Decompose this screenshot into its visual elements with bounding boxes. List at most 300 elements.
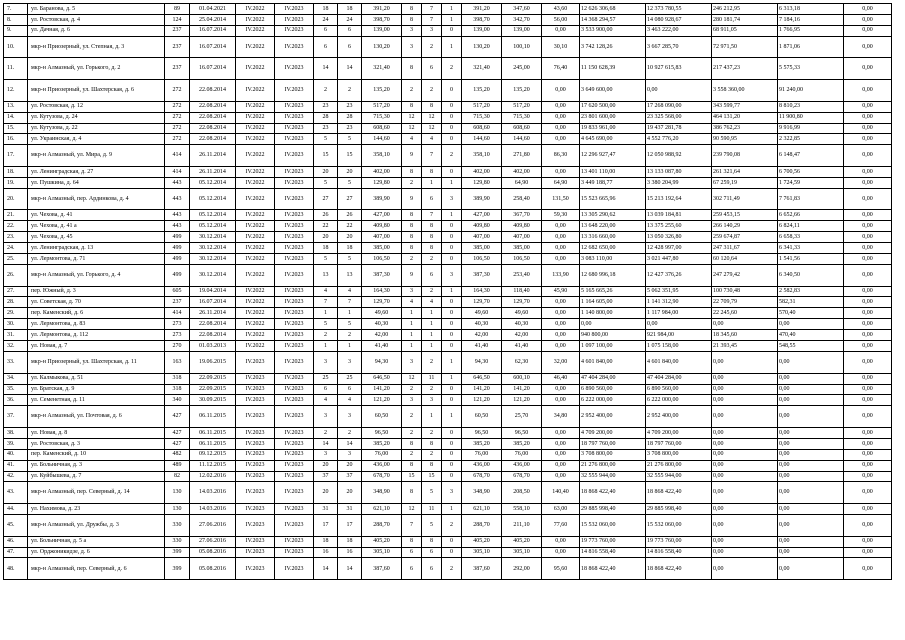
value-cell: 5 — [314, 319, 338, 330]
value-cell: 348,90 — [362, 482, 402, 504]
table-row — [4, 319, 892, 330]
value-cell: 20 — [314, 232, 338, 243]
value-cell: 15 — [422, 471, 442, 482]
value-cell: 582,31 — [778, 297, 844, 308]
value-cell: 96,50 — [462, 427, 502, 438]
value-cell: 26 — [314, 210, 338, 221]
value-cell: 49,60 — [362, 308, 402, 319]
value-cell: IV.2022 — [236, 14, 275, 25]
housing-program-table — [3, 3, 892, 580]
value-cell: 6 658,33 — [778, 232, 844, 243]
value-cell: 0,00 — [778, 536, 844, 547]
address-cell: ул. Дачная, д. 6 — [28, 25, 165, 36]
value-cell: 06.11.2015 — [190, 406, 236, 428]
address-cell: ул. Братская, д. 9 — [28, 384, 165, 395]
value-cell: 0,00 — [844, 112, 892, 123]
value-cell: 8 — [402, 210, 422, 221]
value-cell: 1 — [402, 308, 422, 319]
value-cell: 436,00 — [462, 460, 502, 471]
value-cell: 0,00 — [542, 536, 580, 547]
row-number-cell: 13. — [4, 101, 28, 112]
value-cell: 0,00 — [712, 395, 778, 406]
value-cell: 0 — [442, 308, 462, 319]
value-cell: 0,00 — [844, 221, 892, 232]
value-cell: 106,50 — [362, 254, 402, 265]
value-cell: 6 — [422, 558, 442, 580]
value-cell: 5 — [422, 482, 442, 504]
value-cell: 7 — [422, 145, 442, 167]
value-cell: 330 — [165, 536, 190, 547]
value-cell: 7 — [314, 297, 338, 308]
value-cell: 409,80 — [362, 221, 402, 232]
value-cell: 0,00 — [844, 406, 892, 428]
value-cell: IV.2022 — [236, 145, 275, 167]
value-cell: 16 — [314, 547, 338, 558]
value-cell: 0,00 — [712, 319, 778, 330]
value-cell: 3 — [422, 25, 442, 36]
value-cell: IV.2023 — [275, 504, 314, 515]
value-cell: 9 — [402, 145, 422, 167]
value-cell: 41,40 — [362, 341, 402, 352]
value-cell: 0,00 — [542, 319, 580, 330]
value-cell: 4 709 200,00 — [646, 427, 712, 438]
value-cell: 14.03.2016 — [190, 482, 236, 504]
address-cell: ул. Лермонтова, д. 71 — [28, 254, 165, 265]
value-cell: 0 — [442, 341, 462, 352]
value-cell: 2 — [422, 449, 442, 460]
value-cell: 18 868 422,40 — [580, 482, 646, 504]
value-cell: 5 — [422, 515, 442, 537]
value-cell: 1 097 100,00 — [580, 341, 646, 352]
value-cell: 1 — [442, 14, 462, 25]
value-cell: 0,00 — [778, 515, 844, 537]
value-cell: 18 — [338, 243, 362, 254]
value-cell: IV.2023 — [275, 384, 314, 395]
address-cell: ул. Ростовская, д. 4 — [28, 14, 165, 25]
value-cell: 2 — [402, 449, 422, 460]
value-cell: 389,90 — [462, 188, 502, 210]
value-cell: 89 — [165, 4, 190, 15]
value-cell: 3 — [402, 395, 422, 406]
value-cell: 414 — [165, 166, 190, 177]
value-cell: 385,20 — [462, 438, 502, 449]
value-cell: IV.2023 — [236, 373, 275, 384]
value-cell: 0,00 — [712, 536, 778, 547]
table-row — [4, 177, 892, 188]
value-cell: 6 341,33 — [778, 243, 844, 254]
value-cell: 2 — [422, 286, 442, 297]
value-cell: 0 — [442, 254, 462, 265]
value-cell: 5 — [338, 177, 362, 188]
value-cell: 715,30 — [462, 112, 502, 123]
value-cell: 3 649 600,00 — [580, 80, 646, 102]
value-cell: 0,00 — [844, 297, 892, 308]
value-cell: 05.08.2016 — [190, 558, 236, 580]
value-cell: 11 900,80 — [778, 112, 844, 123]
value-cell: 0,00 — [580, 319, 646, 330]
value-cell: 5 — [314, 134, 338, 145]
value-cell: 0 — [442, 438, 462, 449]
value-cell: 130,20 — [362, 36, 402, 58]
value-cell: 17 620 500,00 — [580, 101, 646, 112]
value-cell: 164,30 — [462, 286, 502, 297]
table-row — [4, 427, 892, 438]
value-cell: IV.2022 — [236, 319, 275, 330]
table-row — [4, 232, 892, 243]
value-cell: 6 — [338, 25, 362, 36]
value-cell: 0,00 — [712, 373, 778, 384]
value-cell: 0,00 — [542, 341, 580, 352]
value-cell: 28 — [314, 112, 338, 123]
value-cell: IV.2022 — [236, 254, 275, 265]
value-cell: 16.07.2014 — [190, 58, 236, 80]
address-cell: пер. Каменский, д. 6 — [28, 308, 165, 319]
value-cell: 14 — [338, 558, 362, 580]
value-cell: 15 — [314, 145, 338, 167]
value-cell: 7 — [422, 14, 442, 25]
table-row — [4, 395, 892, 406]
value-cell: 2 952 400,00 — [646, 406, 712, 428]
value-cell: 259 453,15 — [712, 210, 778, 221]
value-cell: 0,00 — [542, 254, 580, 265]
value-cell: 19.06.2015 — [190, 351, 236, 373]
value-cell: 0,00 — [778, 373, 844, 384]
value-cell: IV.2023 — [275, 58, 314, 80]
value-cell: 259 674,87 — [712, 232, 778, 243]
value-cell: 0,00 — [778, 384, 844, 395]
table-row — [4, 188, 892, 210]
value-cell: 1 871,06 — [778, 36, 844, 58]
value-cell: 1 — [338, 308, 362, 319]
value-cell: 0,00 — [844, 286, 892, 297]
value-cell: 3 021 447,80 — [646, 254, 712, 265]
value-cell: 305,10 — [362, 547, 402, 558]
value-cell: 140,40 — [542, 482, 580, 504]
value-cell: 4 — [402, 134, 422, 145]
value-cell: 96,50 — [502, 427, 542, 438]
value-cell: 0 — [442, 166, 462, 177]
value-cell: 8 — [422, 460, 442, 471]
value-cell: 0,00 — [844, 254, 892, 265]
value-cell: IV.2022 — [236, 112, 275, 123]
address-cell: мкр-н Алмазный, пер. Ардинкова, д. 4 — [28, 188, 165, 210]
value-cell: 6 — [422, 264, 442, 286]
value-cell: 7 — [422, 210, 442, 221]
value-cell: 0,00 — [844, 330, 892, 341]
value-cell: 0,00 — [712, 515, 778, 537]
row-number-cell: 40. — [4, 449, 28, 460]
row-number-cell: 44. — [4, 504, 28, 515]
table-row — [4, 471, 892, 482]
value-cell: 12 373 780,55 — [646, 4, 712, 15]
value-cell: 34,80 — [542, 406, 580, 428]
value-cell: 407,00 — [462, 232, 502, 243]
address-cell: ул. Баранова, д. 5 — [28, 4, 165, 15]
value-cell: 0,00 — [844, 373, 892, 384]
address-cell: ул. Больничная, д. 5 а — [28, 536, 165, 547]
row-number-cell: 18. — [4, 166, 28, 177]
value-cell: 0,00 — [778, 395, 844, 406]
value-cell: 49,60 — [502, 308, 542, 319]
value-cell: IV.2022 — [236, 210, 275, 221]
value-cell: 0,00 — [778, 558, 844, 580]
value-cell: 6 — [422, 188, 442, 210]
value-cell: 76,00 — [362, 449, 402, 460]
row-number-cell: 34. — [4, 373, 28, 384]
value-cell: 22.08.2014 — [190, 330, 236, 341]
value-cell: 3 — [422, 395, 442, 406]
value-cell: 7 — [402, 515, 422, 537]
value-cell: 13 — [338, 264, 362, 286]
value-cell: 59,30 — [542, 210, 580, 221]
value-cell: 0,00 — [778, 547, 844, 558]
row-number-cell: 46. — [4, 536, 28, 547]
value-cell: 399 — [165, 558, 190, 580]
value-cell: IV.2023 — [275, 558, 314, 580]
value-cell: 6 890 560,00 — [580, 384, 646, 395]
value-cell: 19 773 760,00 — [580, 536, 646, 547]
value-cell: 144,60 — [502, 134, 542, 145]
value-cell: IV.2023 — [236, 427, 275, 438]
value-cell: 0,00 — [844, 188, 892, 210]
value-cell: 1 164 605,00 — [580, 297, 646, 308]
address-cell: ул. Советская, д. 70 — [28, 297, 165, 308]
value-cell: 2 — [314, 330, 338, 341]
value-cell: IV.2023 — [275, 4, 314, 15]
value-cell: 0,00 — [712, 438, 778, 449]
value-cell: 398,70 — [462, 14, 502, 25]
value-cell: 0,00 — [844, 308, 892, 319]
value-cell: IV.2023 — [236, 395, 275, 406]
value-cell: 2 — [314, 80, 338, 102]
value-cell: 12.02.2016 — [190, 471, 236, 482]
row-number-cell: 48. — [4, 558, 28, 580]
value-cell: 239 790,08 — [712, 145, 778, 167]
value-cell: 0,00 — [844, 558, 892, 580]
value-cell: 129,70 — [502, 297, 542, 308]
value-cell: 133,90 — [542, 264, 580, 286]
value-cell: 0,00 — [844, 4, 892, 15]
value-cell: 2 — [442, 58, 462, 80]
value-cell: IV.2023 — [275, 286, 314, 297]
value-cell: 19 773 760,00 — [646, 536, 712, 547]
value-cell: 23 — [314, 101, 338, 112]
table-row — [4, 536, 892, 547]
value-cell: 6 313,18 — [778, 4, 844, 15]
value-cell: 32,00 — [542, 351, 580, 373]
value-cell: 0,00 — [778, 406, 844, 428]
value-cell: 0,00 — [712, 471, 778, 482]
value-cell: 237 — [165, 25, 190, 36]
row-number-cell: 9. — [4, 25, 28, 36]
value-cell: 2 — [442, 558, 462, 580]
table-row — [4, 112, 892, 123]
value-cell: 0,00 — [778, 504, 844, 515]
value-cell: IV.2023 — [275, 177, 314, 188]
value-cell: 31 — [314, 504, 338, 515]
value-cell: IV.2023 — [236, 351, 275, 373]
value-cell: 237 — [165, 58, 190, 80]
value-cell: 6 — [338, 36, 362, 58]
row-number-cell: 33. — [4, 351, 28, 373]
value-cell: 3 — [314, 449, 338, 460]
table-row — [4, 254, 892, 265]
value-cell: 12 050 988,92 — [646, 145, 712, 167]
row-number-cell: 21. — [4, 210, 28, 221]
value-cell: 646,50 — [462, 373, 502, 384]
address-cell: ул. Лермонтова, д. 83 — [28, 319, 165, 330]
value-cell: IV.2023 — [236, 536, 275, 547]
value-cell: 46,40 — [542, 373, 580, 384]
value-cell: 6 — [402, 558, 422, 580]
value-cell: 8 — [402, 4, 422, 15]
value-cell: 19.04.2014 — [190, 286, 236, 297]
value-cell: IV.2023 — [236, 558, 275, 580]
value-cell: 211,10 — [502, 515, 542, 537]
value-cell: 261 321,64 — [712, 166, 778, 177]
value-cell: 135,20 — [362, 80, 402, 102]
value-cell: 517,20 — [362, 101, 402, 112]
value-cell: 0,00 — [844, 232, 892, 243]
value-cell: 548,55 — [778, 341, 844, 352]
value-cell: 130 — [165, 504, 190, 515]
value-cell: 3 — [442, 264, 462, 286]
value-cell: 0,00 — [778, 471, 844, 482]
value-cell: IV.2023 — [236, 504, 275, 515]
value-cell: 94,30 — [462, 351, 502, 373]
value-cell: 12 — [422, 112, 442, 123]
row-number-cell: 15. — [4, 123, 28, 134]
value-cell: 29 885 998,40 — [580, 504, 646, 515]
value-cell: 499 — [165, 243, 190, 254]
value-cell: 3 — [402, 36, 422, 58]
value-cell: 26.11.2014 — [190, 145, 236, 167]
value-cell: 1 — [442, 286, 462, 297]
value-cell: 0,00 — [542, 330, 580, 341]
value-cell: 76,00 — [502, 449, 542, 460]
address-cell: мкр-н Алмазный, ул. Почтовая, д. 6 — [28, 406, 165, 428]
value-cell: 0,00 — [844, 264, 892, 286]
value-cell: IV.2023 — [275, 515, 314, 537]
value-cell: 3 — [338, 351, 362, 373]
value-cell: 8 — [402, 101, 422, 112]
value-cell: 0,00 — [844, 36, 892, 58]
value-cell: 245,00 — [502, 58, 542, 80]
value-cell: 8 — [422, 438, 442, 449]
value-cell: 05.12.2014 — [190, 188, 236, 210]
value-cell: 1 — [442, 4, 462, 15]
value-cell: 208,50 — [502, 482, 542, 504]
value-cell: 45,90 — [542, 286, 580, 297]
value-cell: 106,50 — [462, 254, 502, 265]
value-cell: 106,50 — [502, 254, 542, 265]
value-cell: 22.08.2014 — [190, 123, 236, 134]
value-cell: 358,10 — [362, 145, 402, 167]
value-cell: 14 — [314, 438, 338, 449]
address-cell: пер. Каменский, д. 10 — [28, 449, 165, 460]
value-cell: 2 582,83 — [778, 286, 844, 297]
value-cell: 82 — [165, 471, 190, 482]
value-cell: 1 — [442, 406, 462, 428]
value-cell: IV.2023 — [275, 80, 314, 102]
value-cell: 5 — [338, 254, 362, 265]
value-cell: 3 533 900,00 — [580, 25, 646, 36]
value-cell: IV.2023 — [275, 101, 314, 112]
value-cell: 3 — [402, 25, 422, 36]
table-row — [4, 308, 892, 319]
value-cell: 139,00 — [462, 25, 502, 36]
value-cell: 141,20 — [362, 384, 402, 395]
value-cell: 4 — [402, 297, 422, 308]
value-cell: 19 833 961,00 — [580, 123, 646, 134]
value-cell: 347,60 — [502, 4, 542, 15]
value-cell: IV.2022 — [236, 221, 275, 232]
value-cell: 20 — [314, 482, 338, 504]
value-cell: 2 — [422, 384, 442, 395]
value-cell: 11 — [422, 373, 442, 384]
value-cell: 715,30 — [362, 112, 402, 123]
value-cell: 22 — [338, 221, 362, 232]
address-cell: ул. Чехова, д. 41 а — [28, 221, 165, 232]
value-cell: IV.2023 — [236, 460, 275, 471]
value-cell: 13 648 220,00 — [580, 221, 646, 232]
value-cell: 0,00 — [844, 351, 892, 373]
value-cell: 18 345,60 — [712, 330, 778, 341]
address-cell: ул. Кутузова, д. 24 — [28, 112, 165, 123]
value-cell: 0 — [442, 25, 462, 36]
value-cell: 0,00 — [778, 449, 844, 460]
value-cell: 130,20 — [462, 36, 502, 58]
value-cell: 0,00 — [712, 449, 778, 460]
value-cell: 2 — [422, 80, 442, 102]
value-cell: 608,60 — [502, 123, 542, 134]
value-cell: 405,20 — [362, 536, 402, 547]
value-cell: 0,00 — [844, 123, 892, 134]
row-number-cell: 22. — [4, 221, 28, 232]
value-cell: IV.2023 — [275, 308, 314, 319]
value-cell: 405,20 — [462, 536, 502, 547]
value-cell: 0,00 — [844, 319, 892, 330]
value-cell: 0,00 — [844, 166, 892, 177]
value-cell: IV.2023 — [236, 384, 275, 395]
value-cell: IV.2023 — [275, 188, 314, 210]
value-cell: 8 — [402, 438, 422, 449]
value-cell: 11 — [422, 504, 442, 515]
value-cell: IV.2023 — [275, 145, 314, 167]
value-cell: 414 — [165, 145, 190, 167]
value-cell: 20 — [338, 482, 362, 504]
value-cell: IV.2023 — [275, 351, 314, 373]
value-cell: 25,70 — [502, 406, 542, 428]
value-cell: 1 — [442, 177, 462, 188]
value-cell: 678,70 — [462, 471, 502, 482]
value-cell: 0,00 — [844, 427, 892, 438]
row-number-cell: 29. — [4, 308, 28, 319]
value-cell: 608,60 — [462, 123, 502, 134]
value-cell: 646,50 — [362, 373, 402, 384]
value-cell: 0,00 — [844, 438, 892, 449]
value-cell: 144,60 — [462, 134, 502, 145]
value-cell: 3 558 360,00 — [712, 80, 778, 102]
value-cell: 272 — [165, 123, 190, 134]
value-cell: 8 — [402, 460, 422, 471]
value-cell: 0,00 — [844, 547, 892, 558]
value-cell: IV.2023 — [275, 427, 314, 438]
value-cell: 16 — [338, 547, 362, 558]
row-number-cell: 10. — [4, 36, 28, 58]
value-cell: 0,00 — [542, 297, 580, 308]
value-cell: 558,10 — [502, 504, 542, 515]
